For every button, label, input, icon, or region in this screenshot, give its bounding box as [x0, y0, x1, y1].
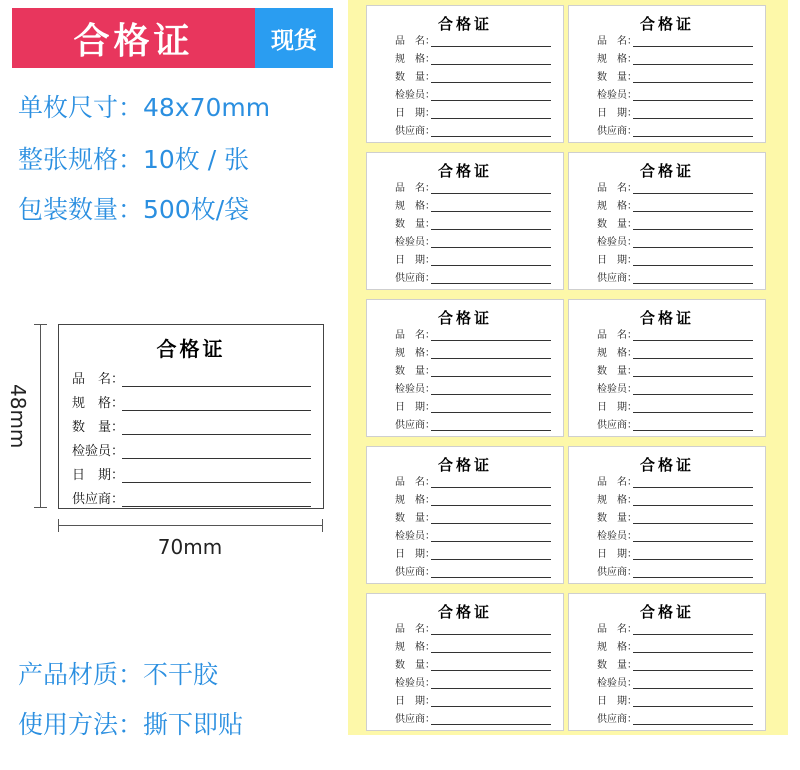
sheet-label	[366, 593, 564, 731]
height-dimension-label: 48mm	[6, 383, 30, 449]
sheet-label	[568, 446, 766, 584]
label-field-row	[395, 69, 551, 83]
label-field-row	[395, 216, 551, 230]
label-field-underline	[431, 358, 551, 359]
label-field-underline	[633, 229, 753, 230]
label-field-row	[597, 87, 753, 101]
label-field-underline	[431, 505, 551, 506]
label-field-name: 数 量：	[395, 513, 435, 524]
label-field-name: 规 格：	[597, 54, 637, 65]
width-dimension-label: 70mm	[157, 535, 223, 559]
label-field-row	[395, 639, 551, 653]
label-field-row	[597, 252, 753, 266]
spec-sheet-layout: 整张规格：10枚 / 张	[18, 145, 250, 174]
label-field-row	[597, 528, 753, 542]
label-field-name: 供应商：	[395, 420, 435, 431]
label-title: 合格证	[437, 15, 492, 33]
label-title: 合格证	[639, 162, 694, 180]
label-field-row	[395, 693, 551, 707]
label-field-row	[395, 345, 551, 359]
label-field-underline	[431, 376, 551, 377]
banner-title: 合格证	[12, 8, 255, 68]
label-field-name: 数 量：	[597, 660, 637, 671]
label-field-row	[72, 489, 311, 507]
label-field-underline	[122, 506, 311, 507]
label-field-underline	[633, 46, 753, 47]
label-field-row	[597, 546, 753, 560]
label-field-row	[395, 657, 551, 671]
label-field-row	[395, 270, 551, 284]
label-field-name: 品 名：	[395, 477, 435, 488]
sheet-label	[568, 5, 766, 143]
label-field-name: 供应商：	[72, 492, 125, 507]
label-field-row	[395, 252, 551, 266]
label-field-row	[597, 621, 753, 635]
label-field-underline	[431, 724, 551, 725]
label-field-underline	[633, 394, 753, 395]
label-field-row	[597, 657, 753, 671]
label-field-row	[597, 492, 753, 506]
label-field-name: 供应商：	[395, 567, 435, 578]
label-field-name: 数 量：	[395, 219, 435, 230]
label-field-name: 检验员：	[597, 531, 637, 542]
label-field-underline	[633, 688, 753, 689]
label-field-row	[72, 417, 311, 435]
label-field-row	[395, 381, 551, 395]
width-dimension-cap-right	[322, 519, 323, 532]
label-field-row	[395, 711, 551, 725]
label-field-underline	[431, 559, 551, 560]
label-field-underline	[431, 64, 551, 65]
label-field-row	[597, 693, 753, 707]
label-field-underline	[633, 577, 753, 578]
spec-usage: 使用方法：撕下即贴	[18, 710, 244, 739]
label-field-name: 品 名：	[597, 183, 637, 194]
height-dimension-cap-top	[34, 324, 47, 325]
label-field-underline	[633, 487, 753, 488]
label-field-name: 规 格：	[395, 54, 435, 65]
label-field-name: 品 名：	[395, 330, 435, 341]
label-field-name: 检验员：	[395, 384, 435, 395]
label-field-row	[597, 474, 753, 488]
label-field-name: 数 量：	[597, 366, 637, 377]
label-field-underline	[633, 265, 753, 266]
label-title: 合格证	[156, 337, 226, 361]
label-field-row	[597, 234, 753, 248]
label-field-name: 检验员：	[597, 90, 637, 101]
label-field-name: 日 期：	[597, 255, 637, 266]
label-sheet	[348, 0, 788, 735]
label-field-underline	[431, 634, 551, 635]
label-field-underline	[122, 386, 311, 387]
label-field-row	[395, 492, 551, 506]
sample-label	[58, 324, 324, 509]
label-field-underline	[633, 247, 753, 248]
label-field-name: 供应商：	[395, 273, 435, 284]
label-field-name: 数 量：	[72, 420, 125, 435]
label-field-underline	[431, 193, 551, 194]
label-field-name: 规 格：	[395, 348, 435, 359]
label-field-row	[597, 270, 753, 284]
label-field-underline	[633, 706, 753, 707]
label-title: 合格证	[437, 603, 492, 621]
label-field-underline	[633, 430, 753, 431]
label-field-row	[395, 474, 551, 488]
label-field-underline	[431, 652, 551, 653]
label-field-name: 品 名：	[395, 36, 435, 47]
label-field-underline	[431, 118, 551, 119]
width-dimension-cap-left	[58, 519, 59, 532]
label-field-row	[395, 87, 551, 101]
label-field-underline	[431, 283, 551, 284]
label-field-name: 检验员：	[395, 90, 435, 101]
label-field-row	[597, 327, 753, 341]
label-field-underline	[633, 523, 753, 524]
label-title: 合格证	[639, 309, 694, 327]
label-field-underline	[633, 82, 753, 83]
label-field-name: 检验员：	[395, 237, 435, 248]
label-field-row	[395, 363, 551, 377]
label-field-underline	[633, 136, 753, 137]
label-field-row	[395, 546, 551, 560]
label-field-underline	[431, 46, 551, 47]
label-field-underline	[431, 340, 551, 341]
label-field-name: 数 量：	[395, 72, 435, 83]
label-field-underline	[633, 358, 753, 359]
label-field-name: 日 期：	[597, 402, 637, 413]
spec-package-quantity: 包装数量：500枚/袋	[18, 195, 250, 224]
label-field-name: 检验员：	[597, 237, 637, 248]
label-field-row	[395, 417, 551, 431]
label-field-row	[597, 105, 753, 119]
width-dimension-line	[58, 525, 323, 526]
label-field-row	[597, 399, 753, 413]
label-field-underline	[633, 376, 753, 377]
label-field-row	[395, 675, 551, 689]
label-field-row	[72, 393, 311, 411]
label-field-row	[395, 123, 551, 137]
label-field-name: 供应商：	[395, 126, 435, 137]
label-field-row	[72, 369, 311, 387]
label-field-name: 检验员：	[72, 444, 125, 459]
label-field-row	[395, 528, 551, 542]
label-field-underline	[633, 541, 753, 542]
label-field-underline	[431, 430, 551, 431]
label-field-name: 规 格：	[395, 642, 435, 653]
label-field-row	[395, 327, 551, 341]
spec-single-size: 单枚尺寸：48x70mm	[18, 93, 271, 122]
height-dimension-line	[40, 324, 41, 508]
label-field-underline	[633, 559, 753, 560]
label-field-underline	[431, 211, 551, 212]
label-field-underline	[633, 211, 753, 212]
label-field-name: 检验员：	[597, 384, 637, 395]
label-field-row	[597, 711, 753, 725]
label-field-underline	[633, 670, 753, 671]
label-field-name: 规 格：	[395, 201, 435, 212]
label-field-name: 日 期：	[72, 468, 125, 483]
label-field-row	[597, 216, 753, 230]
label-field-name: 供应商：	[597, 273, 637, 284]
label-field-underline	[122, 434, 311, 435]
label-field-row	[395, 105, 551, 119]
label-field-underline	[633, 283, 753, 284]
label-field-underline	[633, 724, 753, 725]
label-field-underline	[122, 458, 311, 459]
label-title: 合格证	[437, 309, 492, 327]
label-field-row	[395, 198, 551, 212]
label-field-name: 日 期：	[597, 696, 637, 707]
label-field-name: 日 期：	[395, 402, 435, 413]
label-field-name: 规 格：	[597, 201, 637, 212]
label-field-underline	[633, 100, 753, 101]
label-title: 合格证	[437, 162, 492, 180]
label-field-name: 供应商：	[597, 567, 637, 578]
label-title: 合格证	[437, 456, 492, 474]
label-field-underline	[633, 340, 753, 341]
label-field-name: 规 格：	[395, 495, 435, 506]
label-field-name: 品 名：	[597, 36, 637, 47]
label-field-row	[597, 69, 753, 83]
label-field-row	[395, 510, 551, 524]
label-field-name: 规 格：	[597, 642, 637, 653]
sheet-label	[568, 299, 766, 437]
label-field-underline	[633, 118, 753, 119]
label-field-name: 检验员：	[597, 678, 637, 689]
label-field-row	[72, 465, 311, 483]
label-field-underline	[431, 523, 551, 524]
spec-material: 产品材质：不干胶	[18, 660, 219, 689]
label-field-row	[597, 123, 753, 137]
label-field-underline	[633, 193, 753, 194]
label-field-name: 日 期：	[395, 108, 435, 119]
label-field-name: 供应商：	[395, 714, 435, 725]
label-title: 合格证	[639, 15, 694, 33]
label-field-underline	[431, 136, 551, 137]
sheet-label	[366, 5, 564, 143]
label-field-underline	[122, 410, 311, 411]
label-field-underline	[633, 634, 753, 635]
label-field-name: 供应商：	[597, 714, 637, 725]
sheet-label	[568, 593, 766, 731]
label-field-name: 品 名：	[597, 624, 637, 635]
label-field-underline	[633, 412, 753, 413]
label-field-underline	[633, 652, 753, 653]
label-field-row	[395, 234, 551, 248]
label-field-row	[395, 399, 551, 413]
label-field-row	[395, 621, 551, 635]
label-field-row	[597, 675, 753, 689]
sheet-label	[366, 299, 564, 437]
label-field-row	[597, 639, 753, 653]
label-field-name: 数 量：	[597, 219, 637, 230]
label-field-row	[395, 33, 551, 47]
sheet-label	[366, 152, 564, 290]
label-field-underline	[431, 706, 551, 707]
label-field-underline	[431, 670, 551, 671]
label-field-name: 日 期：	[395, 549, 435, 560]
sheet-label	[568, 152, 766, 290]
label-field-row	[597, 198, 753, 212]
label-field-row	[395, 180, 551, 194]
header-banner	[12, 8, 333, 68]
label-field-row	[597, 381, 753, 395]
label-field-underline	[431, 229, 551, 230]
label-field-name: 数 量：	[395, 660, 435, 671]
label-field-name: 数 量：	[597, 513, 637, 524]
label-field-row	[597, 51, 753, 65]
label-field-name: 供应商：	[597, 420, 637, 431]
label-field-name: 规 格：	[597, 495, 637, 506]
label-field-row	[597, 33, 753, 47]
label-field-name: 日 期：	[395, 255, 435, 266]
label-field-name: 供应商：	[597, 126, 637, 137]
label-field-row	[395, 564, 551, 578]
label-field-underline	[431, 265, 551, 266]
label-field-row	[597, 363, 753, 377]
label-field-row	[597, 510, 753, 524]
label-field-row	[597, 345, 753, 359]
in-stock-badge: 现货	[255, 8, 333, 68]
label-field-name: 数 量：	[395, 366, 435, 377]
label-field-row	[72, 441, 311, 459]
label-field-underline	[122, 482, 311, 483]
label-field-name: 规 格：	[597, 348, 637, 359]
label-field-underline	[633, 64, 753, 65]
label-title: 合格证	[639, 603, 694, 621]
label-field-underline	[431, 688, 551, 689]
label-field-row	[597, 180, 753, 194]
label-field-row	[597, 417, 753, 431]
label-field-name: 规 格：	[72, 396, 125, 411]
label-field-name: 品 名：	[597, 330, 637, 341]
label-field-name: 日 期：	[395, 696, 435, 707]
label-title: 合格证	[639, 456, 694, 474]
label-field-name: 检验员：	[395, 678, 435, 689]
label-field-underline	[431, 577, 551, 578]
label-field-name: 品 名：	[72, 372, 125, 387]
label-field-underline	[431, 100, 551, 101]
label-field-name: 数 量：	[597, 72, 637, 83]
label-field-name: 检验员：	[395, 531, 435, 542]
label-field-underline	[431, 82, 551, 83]
label-field-underline	[431, 394, 551, 395]
label-field-underline	[431, 247, 551, 248]
sheet-label	[366, 446, 564, 584]
label-field-row	[395, 51, 551, 65]
label-field-name: 品 名：	[395, 183, 435, 194]
label-field-underline	[633, 505, 753, 506]
label-field-underline	[431, 487, 551, 488]
label-field-name: 品 名：	[395, 624, 435, 635]
height-dimension-cap-bottom	[34, 507, 47, 508]
label-field-name: 日 期：	[597, 549, 637, 560]
label-field-name: 日 期：	[597, 108, 637, 119]
label-field-underline	[431, 412, 551, 413]
label-field-row	[597, 564, 753, 578]
label-field-underline	[431, 541, 551, 542]
label-field-name: 品 名：	[597, 477, 637, 488]
